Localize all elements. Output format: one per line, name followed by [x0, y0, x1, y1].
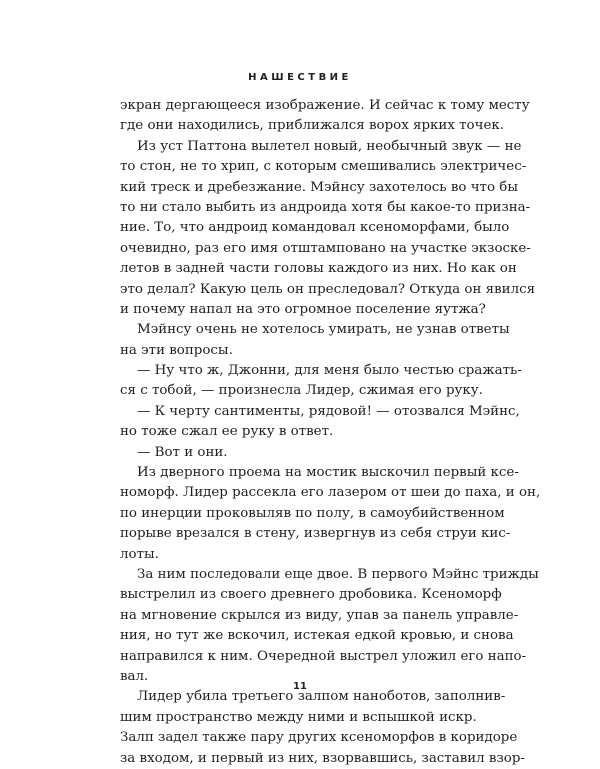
text-line: за входом, и первый из них, взорвавшись, заставил взор- — [120, 750, 525, 766]
text-line: Залп задел также пару других ксеноморфов в коридоре — [120, 730, 518, 746]
text-line: ся с тобой, — произнесла Лидер, сжимая его руку. — [120, 383, 483, 399]
text-line: то ни стало выбить из андроида хотя бы какое-то призна- — [120, 199, 531, 215]
text-line: порыве врезался в стену, извергнув из себя струи кис- — [120, 526, 511, 542]
text-line: номорф. Лидер рассекла его лазером от шеи до паха, и он, — [120, 485, 541, 501]
text-line: экран дергающееся изображение. И сейчас к тому месту — [120, 98, 530, 113]
text-line: на эти вопросы. — [120, 342, 233, 358]
text-line: ния, но тут же вскочил, истекая едкой кровью, и снова — [120, 628, 514, 644]
text-line: это делал? Какую цель он преследовал? Откуда он явился — [120, 281, 536, 297]
text-line: Из уст Паттона вылетел новый, необычный звук — не — [137, 138, 522, 154]
text-line: но тоже сжал ее руку в ответ. — [120, 424, 334, 440]
text-line: лоты. — [120, 546, 159, 562]
page-number: 11 — [293, 681, 307, 692]
text-line: Из дверного проема на мостик выскочил первый ксе- — [137, 465, 519, 481]
body-text — [120, 96, 541, 769]
text-line: ние. То, что андроид командовал ксеноморфами, было — [120, 220, 510, 236]
text-line: — К черту сантименты, рядовой! — отозвался Мэйнс, — [137, 403, 520, 419]
text-line: летов в задней части головы каждого из них. Но как он — [120, 261, 517, 277]
text-line: где они находились, приближался ворох ярких точек. — [120, 118, 505, 134]
text-line: вал. — [120, 668, 149, 684]
text-line: шим пространство между ними и вспышкой искр. — [120, 709, 477, 725]
text-line: направился к ним. Очередной выстрел уложил его напо- — [120, 648, 527, 664]
text-line: по инерции проковыляв по полу, в самоубийственном — [120, 505, 505, 521]
text-line: то стон, не то хрип, с которым смешивались электричес- — [120, 159, 527, 175]
text-line: Мэйнсу очень не хотелось умирать, не узнав ответы — [137, 322, 510, 338]
text-line: кий треск и дребезжание. Мэйнсу захотелось во что бы — [120, 179, 519, 195]
text-line: и почему напал на это огромное поселение яутжа? — [120, 301, 486, 317]
running-head: НАШЕСТВИЕ — [248, 72, 352, 83]
text-line: очевидно, раз его имя отштамповано на участке экзоске- — [120, 240, 531, 256]
text-line: — Вот и они. — [137, 444, 228, 460]
text-line: выстрелил из своего древнего дробовика. Ксеноморф — [120, 587, 502, 603]
text-line: Лидер убила третьего залпом наноботов, заполнив- — [137, 689, 506, 705]
text-line: на мгновение скрылся из виду, упав за панель управле- — [120, 607, 519, 623]
text-line: — Ну что ж, Джонни, для меня было честью сражать- — [137, 363, 522, 379]
text-line: За ним последовали еще двое. В первого Мэйнс трижды — [137, 566, 539, 582]
